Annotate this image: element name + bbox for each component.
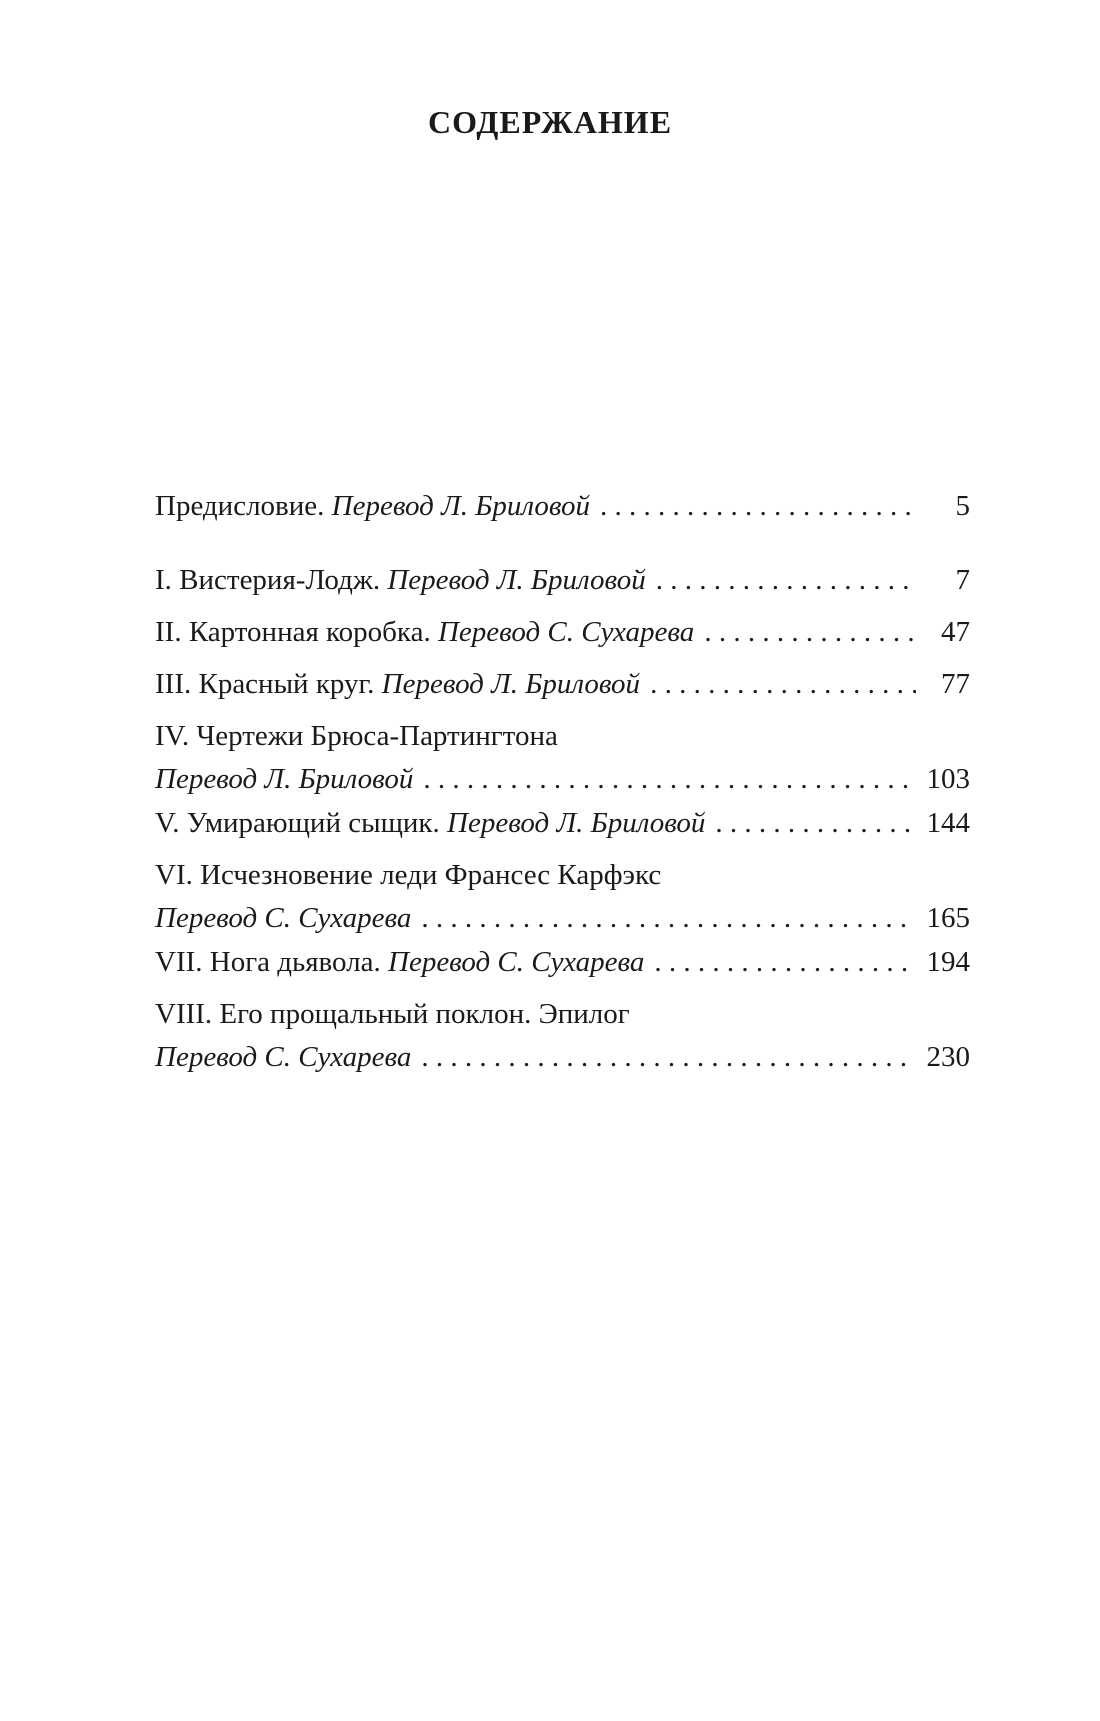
toc-entry-preface[interactable] bbox=[155, 480, 970, 532]
page-title: СОДЕРЖАНИЕ bbox=[427, 104, 673, 140]
spacer bbox=[155, 532, 970, 554]
leader-dots bbox=[654, 936, 916, 988]
toc-entry-page: 47 bbox=[941, 616, 970, 648]
toc-entry-title: IV. Чертежи Брюса-Партингтона bbox=[155, 720, 558, 752]
toc-entry-title: V. Умирающий сыщик. bbox=[155, 807, 440, 839]
toc-entry-4[interactable] bbox=[155, 710, 970, 797]
toc-entry-translator: Перевод Л. Бриловой bbox=[387, 564, 646, 596]
toc-entry-translator: Перевод С. Сухарева bbox=[388, 946, 645, 978]
toc-entry-title: I. Вистерия-Лодж. bbox=[155, 564, 381, 596]
leader-dots bbox=[421, 1040, 916, 1075]
leader-dots bbox=[650, 658, 916, 710]
toc-entry-3[interactable] bbox=[155, 658, 970, 710]
toc-entry-8[interactable] bbox=[155, 988, 970, 1075]
toc-entry-page: 7 bbox=[955, 564, 970, 596]
toc-entry-2[interactable] bbox=[155, 606, 970, 658]
toc-entry-translator: Перевод Л. Бриловой bbox=[331, 490, 591, 522]
toc-entry-title: Предисловие. bbox=[155, 490, 325, 522]
toc-entry-title: VII. Нога дьявола. bbox=[155, 946, 381, 978]
toc-entry-page: 5 bbox=[955, 490, 970, 522]
toc-entry-translator: Перевод С. Сухарева bbox=[437, 616, 695, 648]
toc-entry-page: 77 bbox=[941, 668, 970, 700]
toc-entry-1[interactable] bbox=[155, 554, 970, 606]
toc-entry-page: 230 bbox=[926, 1041, 970, 1073]
toc-entry-translator: Перевод Л. Бриловой bbox=[447, 807, 706, 839]
toc-entry-7[interactable] bbox=[155, 936, 970, 988]
toc-entry-translator: Перевод Л. Бриловой bbox=[155, 763, 414, 795]
toc-entry-page: 144 bbox=[926, 807, 970, 839]
leader-dots bbox=[421, 901, 916, 936]
leader-dots bbox=[423, 762, 916, 797]
toc-entry-page: 194 bbox=[926, 946, 970, 978]
leader-dots bbox=[656, 554, 916, 606]
toc-entry-translator: Перевод С. Сухарева bbox=[155, 902, 412, 934]
toc-entry-5[interactable] bbox=[155, 797, 970, 849]
toc-entry-translator: Перевод С. Сухарева bbox=[155, 1041, 412, 1073]
toc-entry-page: 165 bbox=[926, 902, 970, 934]
leader-dots bbox=[715, 797, 916, 849]
toc-entry-title: VIII. Его прощальный поклон. Эпилог bbox=[155, 998, 630, 1030]
toc-entry-title: III. Красный круг. bbox=[155, 668, 375, 700]
toc-entry-translator: Перевод Л. Бриловой bbox=[381, 668, 641, 700]
leader-dots bbox=[600, 480, 916, 532]
toc-entry-page: 103 bbox=[926, 763, 970, 795]
table-of-contents bbox=[155, 480, 970, 1075]
toc-entry-title: VI. Исчезновение леди Франсес Карфэкс bbox=[155, 859, 662, 891]
leader-dots bbox=[704, 606, 916, 658]
toc-entry-6[interactable] bbox=[155, 849, 970, 936]
toc-entry-title: II. Картонная коробка. bbox=[155, 616, 431, 648]
